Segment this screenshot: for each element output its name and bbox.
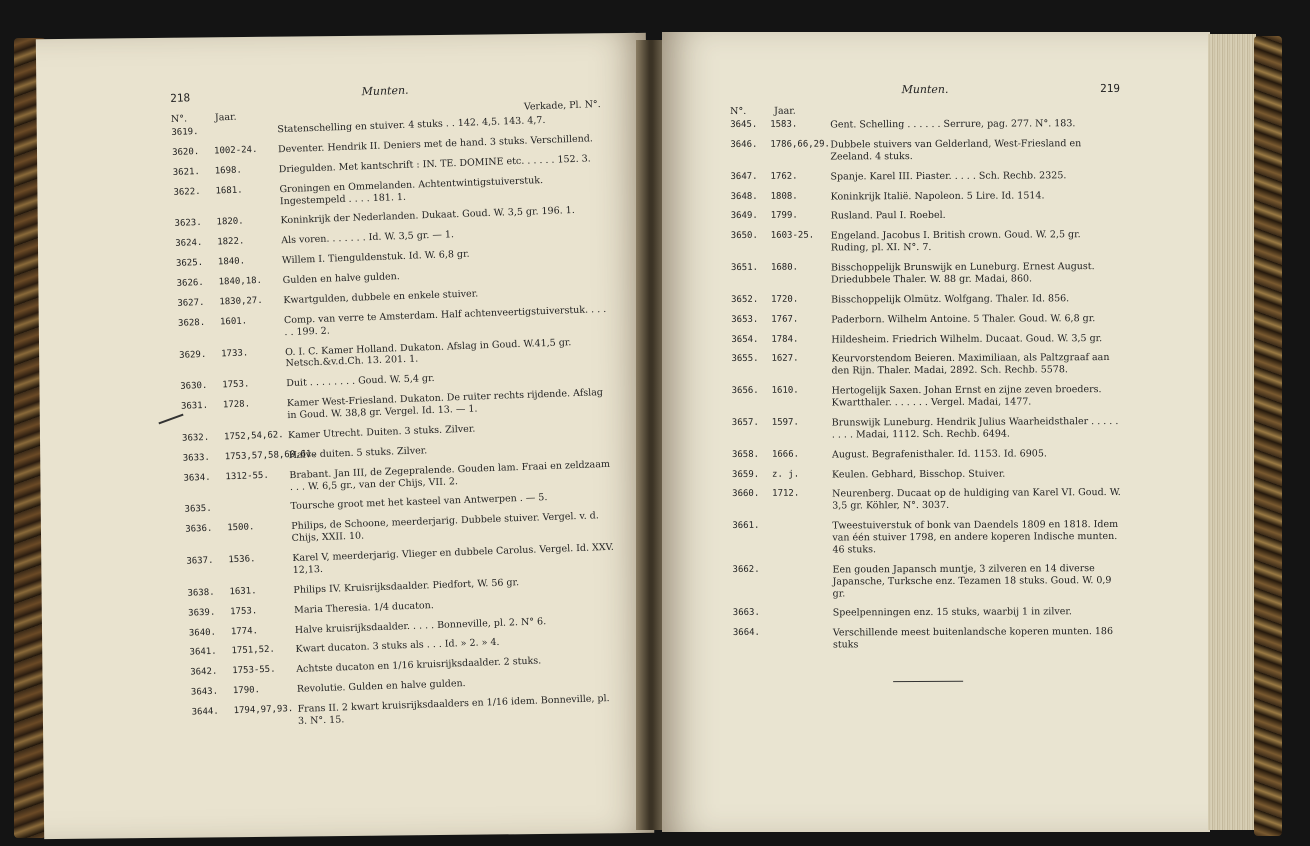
- entry-description: Kwart ducaton. 3 stuks als . . . Id. » 2. » 4.: [295, 637, 500, 656]
- catalog-entry: [730, 118, 1120, 132]
- entry-number: 3633.: [182, 452, 211, 464]
- left-page-number: 218: [170, 91, 191, 105]
- entry-number: 3662.: [732, 564, 760, 575]
- entry-number: 3660.: [732, 489, 760, 500]
- entry-number: 3650.: [730, 231, 758, 242]
- entry-year: 1698.: [214, 165, 243, 177]
- entry-year: 1840,18.: [218, 275, 263, 288]
- entry-number: 3661.: [732, 520, 760, 532]
- entry-year: 1784.: [771, 334, 799, 345]
- entry-description: Statenschelling en stuiver. 4 stuks . . 142. 4,5. 143. 4,7.: [277, 114, 546, 136]
- entry-year: 1610.: [771, 385, 799, 396]
- entry-year: z. j.: [772, 469, 800, 480]
- catalog-entry: [730, 138, 1120, 164]
- entry-number: 3643.: [190, 686, 219, 698]
- entry-description: Dubbele stuivers van Gelderland, West-Friesland en Zeeland. 4 stuks.: [830, 138, 1082, 163]
- catalog-entry: [185, 510, 616, 549]
- catalog-entry: [731, 229, 1121, 255]
- entry-description: Duit . . . . . . . . Goud. W. 5,4 gr.: [286, 373, 435, 390]
- left-entry-list: [171, 113, 622, 731]
- entry-year: 1840.: [217, 256, 246, 268]
- entry-year: 1666.: [771, 449, 800, 460]
- entry-year: 1002-24.: [213, 144, 258, 157]
- entry-description: Frans II. 2 kwart kruisrijksdaalders en 1/16 idem. Bonneville, pl. 3. N°. 15.: [297, 693, 610, 727]
- entry-description: Kamer West-Friesland. Dukaton. De ruiter rechts rijdende. Afslag in Goud. W. 38,8 gr. Vergel. Id. 13. — 1.: [286, 387, 604, 422]
- entry-number: 3654.: [731, 334, 759, 345]
- catalog-entry: [179, 335, 610, 374]
- entry-description: Als voren. . . . . . . Id. W. 3,5 gr. — 1.: [281, 229, 455, 247]
- catalog-entry: [733, 626, 1123, 652]
- entry-year: 1762.: [770, 171, 798, 182]
- entry-year: 1597.: [771, 417, 799, 428]
- entry-description: Een gouden Japansch muntje, 3 zilveren en 14 diverse Japansche, Turksche enz. Tezamen 18 stuks. Goud. W. 0,9 gr.: [832, 562, 1112, 599]
- entry-year: 1601.: [219, 316, 248, 328]
- entry-year: 1751,52.: [231, 645, 276, 657]
- entry-description: Verschillende meest buitenlandsche koperen munten. 186 stuks: [832, 626, 1114, 651]
- right-entry-list: [730, 118, 1123, 652]
- entry-year: 1822.: [217, 236, 245, 248]
- entry-number: 3658.: [731, 449, 760, 460]
- entry-year: 1790.: [232, 685, 261, 697]
- entry-number: 3626.: [176, 277, 204, 289]
- catalog-entry: [191, 693, 622, 732]
- entry-year: 1536.: [228, 554, 256, 566]
- col-year-label: Jaar.: [774, 105, 796, 117]
- entry-description: Koninkrijk Italië. Napoleon. 5 Lire. Id. 1514.: [830, 189, 1045, 202]
- entry-year: 1733.: [220, 347, 249, 359]
- entry-description: Brabant. Jan III, de Zegepralende. Gouden lam. Fraai en zeldzaam . . . W. 6,5 gr., van der Chijs, VII. 2.: [289, 458, 611, 493]
- entry-year: 1786,66,29.: [770, 139, 830, 150]
- entry-number: 3622.: [173, 186, 201, 198]
- entry-year: 1774.: [230, 625, 259, 637]
- entry-number: 3625.: [175, 258, 204, 270]
- entry-number: 3632.: [181, 432, 210, 444]
- entry-number: 3636.: [185, 524, 213, 535]
- entry-description: Deventer. Hendrik II. Deniers met de hand. 3 stuks. Verschillend.: [277, 133, 594, 156]
- entry-number: 3635.: [184, 504, 212, 516]
- entry-year: 1728.: [222, 399, 251, 411]
- entry-year: 1752,54,62.: [223, 430, 284, 443]
- entry-year: 1830,27.: [219, 295, 263, 308]
- entry-description: Gent. Schelling . . . . . . Serrure, pag. 277. N°. 183.: [830, 118, 1076, 131]
- entry-description: Karel V, meerderjarig. Vlieger en dubbele Carolus. Vergel. Id. XXV. 12,13.: [292, 541, 614, 576]
- catalog-entry: [731, 189, 1121, 203]
- catalog-entry: [731, 352, 1121, 378]
- entry-description: Comp. van verre te Amsterdam. Half achtenveertigstuiverstuk. . . . . . 199. 2.: [283, 303, 607, 338]
- entry-year: 1808.: [770, 191, 798, 202]
- entry-year: 1820.: [216, 216, 244, 228]
- catalog-entry: [181, 387, 612, 426]
- entry-description: August. Begrafenisthaler. Id. 1153. Id. 6905.: [831, 447, 1047, 461]
- entry-number: 3631.: [180, 400, 209, 412]
- entry-number: 3656.: [731, 385, 759, 397]
- catalog-entry: [732, 487, 1122, 513]
- entry-year: 1720.: [771, 294, 799, 305]
- entry-year: [213, 124, 277, 138]
- entry-description: Gulden en halve gulden.: [282, 271, 401, 287]
- entry-description: Kamer Utrecht. Duiten. 3 stuks. Zilver.: [287, 423, 476, 441]
- entry-year: 1681.: [215, 185, 243, 197]
- catalog-entry: [732, 416, 1122, 442]
- entry-number: 3627.: [177, 297, 205, 309]
- entry-description: Neurenberg. Ducaat op de huldiging van Karel VI. Goud. W. 3,5 gr. Köhler, N°. 3037.: [832, 487, 1121, 512]
- entry-year: 1312-55.: [225, 470, 269, 482]
- entry-year: 1794,97,93.: [233, 704, 294, 717]
- entry-number: 3640.: [188, 627, 217, 639]
- entry-description: Spanje. Karel III. Piaster. . . . . Sch. Rechb. 2325.: [830, 169, 1067, 183]
- entry-description: Maria Theresia. 1/4 ducaton.: [293, 599, 434, 616]
- catalog-entry: [731, 209, 1121, 223]
- entry-number: 3628.: [177, 317, 206, 329]
- entry-description: Achtste ducaton en 1/16 kruisrijksdaalder. 2 stuks.: [296, 655, 542, 676]
- entry-number: 3637.: [186, 555, 214, 567]
- catalog-entry: [183, 458, 614, 497]
- entry-number: 3621.: [172, 166, 201, 178]
- entry-year: 1753-55.: [232, 664, 276, 677]
- entry-number: 3619.: [171, 127, 199, 138]
- page-edges: [1208, 34, 1256, 830]
- entry-year: 1603-25.: [770, 230, 815, 242]
- entry-year: 1500.: [227, 522, 255, 534]
- entry-year: 1680.: [770, 262, 799, 273]
- entry-description: Kwartgulden, dubbele en enkele stuiver.: [283, 288, 479, 307]
- entry-year: 1627.: [771, 354, 799, 365]
- entry-year: 1767.: [771, 314, 799, 325]
- entry-description: Speelpenningen enz. 15 stuks, waarbij 1 in zilver.: [832, 606, 1072, 619]
- entry-number: 3641.: [189, 647, 217, 659]
- catalog-entry: [178, 304, 609, 343]
- entry-number: 3624.: [175, 238, 203, 250]
- catalog-entry: [731, 261, 1121, 287]
- catalog-entry: [730, 170, 1120, 184]
- entry-description: Bisschoppelijk Brunswijk en Luneburg. Ernest August. Driedubbele Thaler. W. 88 gr. Madai, 860.: [830, 261, 1095, 286]
- entry-year: 1799.: [770, 211, 798, 222]
- entry-description: Driegulden. Met kantschrift : IN. TE. DOMINE etc. . . . . . 152. 3.: [278, 153, 591, 175]
- entry-description: Keulen. Gebhard, Bisschop. Stuiver.: [832, 468, 1006, 480]
- entry-description: Engeland. Jacobus I. British crown. Goud. W. 2,5 gr. Ruding, pl. XI. N°. 7.: [830, 229, 1081, 254]
- entry-description: Koninkrijk der Nederlanden. Dukaat. Goud. W. 3,5 gr. 196. 1.: [280, 205, 575, 227]
- entry-year: 1753.: [222, 379, 250, 391]
- entry-number: 3649.: [730, 211, 758, 222]
- entry-year: 1712.: [772, 489, 800, 500]
- entry-description: Hildesheim. Friedrich Wilhelm. Ducaat. Goud. W. 3,5 gr.: [831, 332, 1103, 345]
- entry-number: 3655.: [731, 354, 759, 365]
- entry-description: Revolutie. Gulden en halve gulden.: [296, 678, 466, 696]
- entry-description: Philips IV. Kruisrijksdaalder. Piedfort, W. 56 gr.: [293, 576, 520, 596]
- catalog-entry: [732, 448, 1122, 462]
- entry-year: 1631.: [229, 586, 257, 597]
- right-page-number: 219: [1100, 81, 1121, 96]
- entry-year: 1753,57,58,60,61.: [224, 448, 318, 463]
- entry-number: 3659.: [732, 469, 760, 480]
- entry-number: 3664.: [732, 628, 760, 639]
- entry-year: [773, 628, 833, 652]
- entry-description: Halve kruisrijksdaalder. . . . . Bonneville, pl. 2. N° 6.: [294, 615, 547, 636]
- catalog-entry: [732, 519, 1122, 557]
- catalog-entry: [731, 313, 1121, 327]
- entry-number: 3644.: [191, 706, 219, 718]
- book-binding-right: [1254, 36, 1282, 836]
- entry-description: O. I. C. Kamer Holland. Dukaton. Afslag in Goud. W.41,5 gr. Netsch.&v.d.Ch. 13. 201. 1.: [284, 336, 572, 370]
- catalog-entry: [173, 173, 604, 212]
- right-page-content: [730, 82, 1123, 683]
- catalog-entry: [731, 293, 1121, 307]
- right-running-title: Munten.: [901, 82, 949, 97]
- entry-description: Groningen en Ommelanden. Achtentwintigstuiverstuk. Ingestempeld . . . . 181. 1.: [279, 174, 544, 207]
- entry-number: 3623.: [174, 218, 202, 230]
- catalog-entry: [731, 332, 1121, 346]
- col-no-label: N°.: [170, 113, 188, 125]
- entry-description: Bisschoppelijk Olmütz. Wolfgang. Thaler. Id. 856.: [831, 292, 1070, 306]
- catalog-entry: [732, 467, 1122, 481]
- entry-number: 3646.: [730, 139, 758, 150]
- entry-number: 3663.: [732, 608, 760, 619]
- entry-number: 3630.: [180, 381, 208, 393]
- entry-description: Toursche groot met het kasteel van Antwerpen . — 5.: [290, 492, 548, 513]
- entry-description: Paderborn. Wilhelm Antoine. 5 Thaler. Goud. W. 6,8 gr.: [831, 312, 1096, 326]
- entry-number: 3652.: [731, 294, 759, 305]
- entry-number: 3620.: [171, 146, 200, 158]
- entry-description: Brunswijk Luneburg. Hendrik Julius Waarheidsthaler . . . . . . . . . Madai, 1112. Sch. Rechb. 6494.: [831, 415, 1119, 441]
- entry-year: [773, 608, 833, 620]
- entry-description: Philips, de Schoone, meerderjarig. Dubbele stuiver. Vergel. v. d. Chijs, XXII. 10.: [291, 510, 600, 545]
- entry-year: [226, 501, 290, 515]
- catalog-entry: [732, 384, 1122, 410]
- catalog-entry: [733, 563, 1123, 601]
- entry-description: Tweestuiverstuk of bonk van Daendels 1809 en 1818. Idem van één stuiver 1798, en andere koperen Indische munten. 46 stuks.: [832, 519, 1119, 556]
- entry-year: [773, 564, 833, 600]
- entry-number: 3629.: [179, 349, 207, 361]
- entry-number: 3638.: [187, 587, 215, 599]
- entry-year: [772, 521, 832, 557]
- entry-description: Rusland. Paul I. Roebel.: [830, 210, 946, 222]
- col-no-label: N°.: [730, 105, 747, 117]
- entry-description: Willem I. Tienguldenstuk. Id. W. 6,8 gr.: [281, 248, 470, 267]
- entry-number: 3634.: [183, 472, 211, 484]
- entry-number: 3645.: [730, 119, 758, 130]
- left-page-content: [170, 77, 622, 739]
- entry-number: 3651.: [730, 262, 759, 273]
- entry-number: 3647.: [730, 171, 758, 182]
- left-running-title: Munten.: [361, 83, 409, 99]
- entry-number: 3653.: [731, 314, 759, 325]
- entry-description: Halve duiten. 5 stuks. Zilver.: [288, 444, 428, 461]
- entry-number: 3657.: [731, 417, 759, 428]
- col-year-label: Jaar.: [214, 111, 237, 124]
- right-page-header: [730, 82, 1120, 100]
- entry-description: Keurvorstendom Beieren. Maximiliaan, als Paltzgraaf aan den Rijn. Thaler. Madai, 2892. Sch. Rechb. 5578.: [831, 352, 1110, 377]
- entry-number: 3642.: [190, 666, 218, 678]
- entry-year: 1583.: [770, 119, 798, 130]
- entry-number: 3639.: [188, 607, 216, 619]
- catalog-entry: [186, 542, 617, 581]
- col-ref-label: Verkade, Pl. N°.: [523, 98, 601, 113]
- catalog-entry: [733, 606, 1123, 620]
- entry-year: 1753.: [230, 605, 258, 617]
- entry-number: 3648.: [730, 191, 758, 202]
- entry-description: Hertogelijk Saxen. Johan Ernst en zijne zeven broeders. Kwartthaler. . . . . . . Vergel. Madai, 1477.: [831, 384, 1102, 409]
